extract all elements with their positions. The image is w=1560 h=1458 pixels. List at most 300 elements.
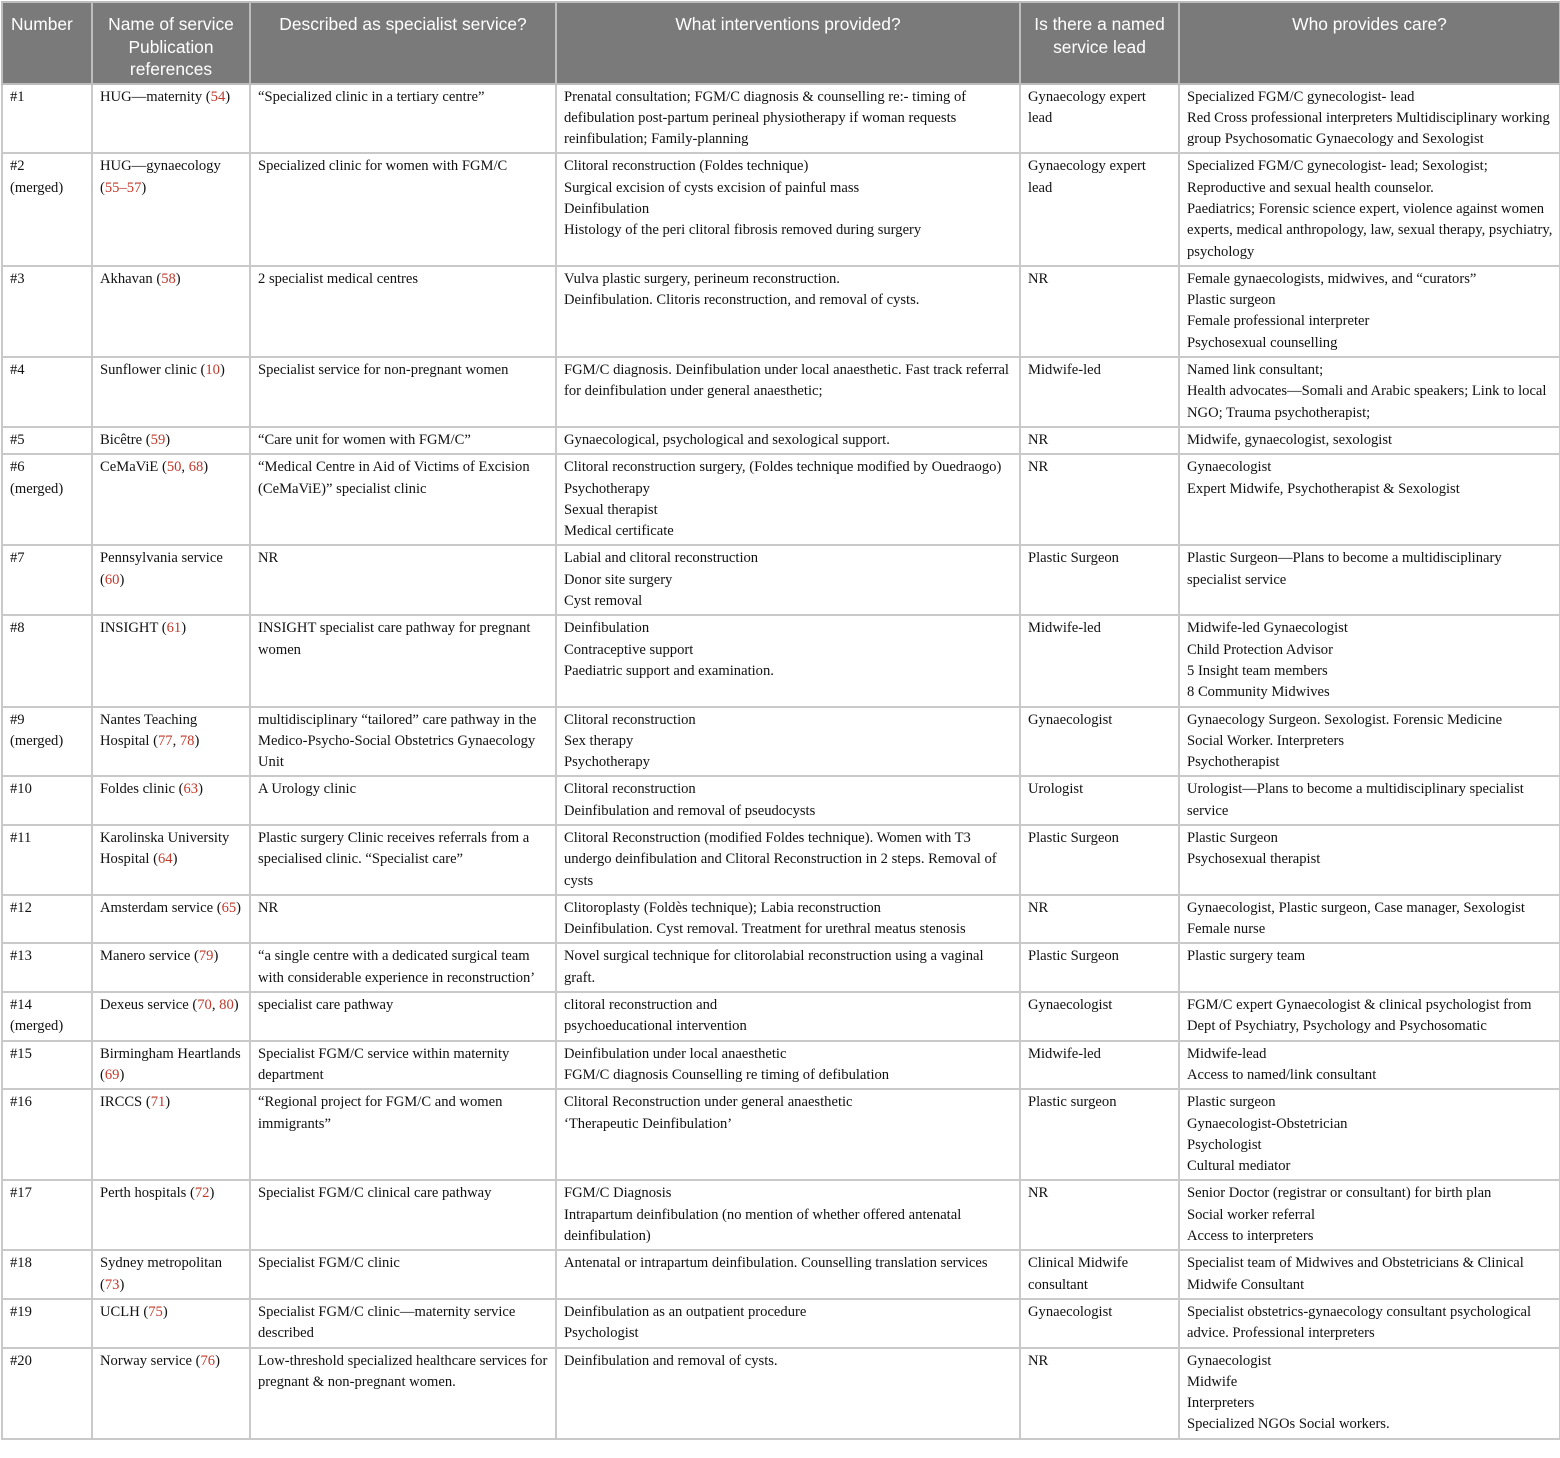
- cell-number: [2, 707, 92, 777]
- service-name-tail: ): [119, 571, 125, 588]
- cell-interventions: [556, 1250, 1020, 1299]
- cell-care-providers: [1179, 1299, 1560, 1348]
- cell-line: #17: [10, 1185, 32, 1202]
- cell-interventions: [556, 776, 1020, 825]
- service-name-tail: ): [209, 1185, 215, 1202]
- service-name-text: Sydney metropolitan (: [100, 1255, 223, 1293]
- cell-line: Clitoral reconstruction surgery, (Foldes technique modified by Ouedraogo): [564, 459, 1002, 476]
- cell-described: [250, 615, 556, 706]
- cell-line: Deinfibulation: [564, 200, 650, 217]
- cell-service-name: Dexeus service (70, 80): [92, 992, 250, 1041]
- cell-line: Specialized FGM/C gynecologist- lead; Sexologist; Reproductive and sexual health counselor.: [1187, 158, 1488, 196]
- cell-service-lead: [1020, 1180, 1179, 1250]
- cell-line: psychoeducational intervention: [564, 1018, 747, 1035]
- cell-line: Deinfibulation and removal of pseudocysts: [564, 802, 816, 819]
- table-row: [2, 357, 1560, 427]
- services-table: [1, 1, 1560, 1440]
- cell-service-name: [92, 615, 250, 706]
- cell-service-name: [92, 1299, 250, 1348]
- cell-line: #15: [10, 1045, 32, 1062]
- reference-link[interactable]: 69: [104, 1066, 120, 1083]
- cell-line: #9: [10, 711, 25, 728]
- cell-service-name: [92, 1089, 250, 1180]
- cell-line: Plastic surgeon: [1028, 1094, 1117, 1111]
- cell-care-providers: [1179, 615, 1560, 706]
- reference-link[interactable]: 10: [205, 362, 220, 379]
- cell-line: Gynaecology expert lead: [1028, 88, 1146, 126]
- service-name-tail: ): [233, 997, 239, 1014]
- cell-number: [2, 825, 92, 895]
- cell-care-providers: [1179, 545, 1560, 615]
- cell-line: #2: [10, 158, 25, 175]
- cell-line: Gynaecologist: [1028, 1303, 1113, 1320]
- cell-line: Plastic Surgeon: [1028, 948, 1119, 965]
- cell-number: [2, 943, 92, 992]
- cell-interventions: [556, 615, 1020, 706]
- header-service-lead: [1020, 2, 1179, 84]
- cell-service-lead: [1020, 454, 1179, 545]
- cell-line: Psychotherapist: [1187, 754, 1280, 771]
- cell-line: #19: [10, 1303, 32, 1320]
- cell-line: Intrapartum deinfibulation (no mention of whether offered antenatal deinfibulation): [564, 1206, 962, 1245]
- cell-service-lead: [1020, 1299, 1179, 1348]
- cell-line: Psychologist: [1187, 1136, 1262, 1153]
- cell-service-lead: [1020, 707, 1179, 777]
- cell-line: NR: [258, 899, 279, 916]
- cell-line: Plastic surgery Clinic receives referrals from a specialised clinic. “Specialist care”: [258, 830, 530, 868]
- service-name-tail: ): [181, 620, 187, 637]
- service-name-text: Foldes clinic (: [100, 781, 184, 798]
- service-name-tail: ): [172, 851, 178, 868]
- reference-link[interactable]: 50: [166, 459, 182, 476]
- cell-line: Deinfibulation: [564, 620, 650, 637]
- cell-line: Midwife-led: [1028, 362, 1101, 379]
- cell-care-providers: [1179, 1041, 1560, 1090]
- cell-line: Gynaecologist: [1187, 1352, 1272, 1369]
- cell-line: Expert Midwife, Psychotherapist & Sexologist: [1187, 480, 1460, 497]
- reference-link[interactable]: 71: [150, 1094, 166, 1111]
- cell-line: Female nurse: [1187, 921, 1266, 938]
- table-row: [2, 84, 1560, 154]
- cell-care-providers: [1179, 943, 1560, 992]
- reference-link[interactable]: 68: [188, 459, 204, 476]
- service-name-text: Birmingham Heartlands (: [100, 1045, 241, 1083]
- cell-line: Clinical Midwife consultant: [1028, 1255, 1129, 1293]
- cell-line: Surgical excision of cysts excision of painful mass: [564, 179, 860, 196]
- table-row: [2, 895, 1560, 944]
- cell-interventions: [556, 1299, 1020, 1348]
- cell-service-lead: [1020, 84, 1179, 154]
- reference-link[interactable]: 75: [148, 1303, 163, 1320]
- cell-line: Senior Doctor (registrar or consultant) for birth plan: [1187, 1185, 1492, 1202]
- header-interventions: [556, 2, 1020, 84]
- table-body: [2, 84, 1560, 1439]
- cell-line: Social worker referral: [1187, 1206, 1316, 1223]
- reference-link[interactable]: 72: [194, 1185, 210, 1202]
- reference-link[interactable]: 55–57: [104, 179, 142, 196]
- service-name-tail: ): [194, 732, 200, 749]
- table-row: [2, 1089, 1560, 1180]
- cell-care-providers: [1179, 454, 1560, 545]
- service-name-text: Manero service (: [100, 948, 199, 965]
- service-name-text: Dexeus service (: [100, 997, 198, 1014]
- cell-line: “a single centre with a dedicated surgical team with considerable experience in reconstruction’: [258, 948, 536, 986]
- service-name-tail: ): [225, 88, 231, 105]
- reference-link[interactable]: 65: [221, 899, 237, 916]
- cell-described: [250, 776, 556, 825]
- cell-line: Paediatric support and examination.: [564, 662, 774, 679]
- cell-line: NR: [258, 550, 279, 567]
- cell-service-lead: [1020, 825, 1179, 895]
- cell-number: [2, 1250, 92, 1299]
- cell-described: [250, 895, 556, 944]
- cell-described: [250, 825, 556, 895]
- header-text: Who provides care?: [1292, 14, 1447, 34]
- cell-line: Gynaecologist: [1187, 459, 1272, 476]
- cell-care-providers: [1179, 266, 1560, 357]
- reference-link[interactable]: 76: [200, 1352, 216, 1369]
- cell-interventions: [556, 1041, 1020, 1090]
- service-name-tail: ): [162, 1303, 168, 1320]
- service-name-tail: ): [213, 948, 219, 965]
- reference-link[interactable]: 80: [219, 997, 234, 1014]
- reference-link[interactable]: 73: [104, 1276, 120, 1293]
- cell-line: Plastic Surgeon: [1028, 550, 1119, 567]
- table-row: [2, 615, 1560, 706]
- cell-line: Psychologist: [564, 1325, 639, 1342]
- cell-service-name: [92, 1041, 250, 1090]
- cell-line: #3: [10, 270, 25, 287]
- cell-line: Midwife-lead: [1187, 1045, 1267, 1062]
- cell-line: “Medical Centre in Aid of Victims of Excision (CeMaViE)” specialist clinic: [258, 459, 530, 497]
- cell-line: Donor site surgery: [564, 571, 673, 588]
- cell-interventions: [556, 1180, 1020, 1250]
- cell-line: #8: [10, 620, 25, 637]
- cell-described: [250, 1348, 556, 1439]
- cell-number: [2, 1180, 92, 1250]
- cell-line: Red Cross professional interpreters Multidisciplinary working group Psychosomatic Gynaecology and Sexologist: [1187, 109, 1550, 148]
- cell-service-name: [92, 427, 250, 454]
- cell-number: [2, 895, 92, 944]
- cell-line: Midwife, gynaecologist, sexologist: [1187, 431, 1393, 448]
- cell-line: Access to interpreters: [1187, 1228, 1314, 1245]
- cell-line: Interpreters: [1187, 1395, 1255, 1412]
- cell-line: Vulva plastic surgery, perineum reconstruction.: [564, 270, 840, 287]
- cell-line: Specialist obstetrics-gynaecology consultant psychological advice. Professional interpreters: [1187, 1303, 1532, 1342]
- cell-line: Deinfibulation as an outpatient procedure: [564, 1303, 807, 1320]
- cell-line: multidisciplinary “tailored” care pathway in the Medico-Psycho-Social Obstetrics Gynaecology Unit: [258, 711, 537, 771]
- cell-line: NR: [1028, 270, 1049, 287]
- cell-care-providers: [1179, 1348, 1560, 1439]
- cell-number: [2, 776, 92, 825]
- cell-line: Midwife-led: [1028, 1045, 1101, 1062]
- cell-line: #1: [10, 88, 25, 105]
- header-text: Is there a named: [1034, 14, 1165, 34]
- header-text: What interventions provided?: [675, 14, 901, 34]
- service-name-text: UCLH (: [100, 1303, 149, 1320]
- reference-link[interactable]: 63: [183, 781, 199, 798]
- cell-service-name: [92, 776, 250, 825]
- cell-described: [250, 943, 556, 992]
- service-name-text: Pennsylvania service (: [100, 550, 223, 588]
- cell-service-name: [92, 1180, 250, 1250]
- cell-interventions: [556, 153, 1020, 265]
- cell-line: Gynaecologist-Obstetrician: [1187, 1115, 1348, 1132]
- cell-line: Deinfibulation. Cyst removal. Treatment for urethral meatus stenosis: [564, 921, 966, 938]
- cell-number: [2, 427, 92, 454]
- cell-line: Clitoral reconstruction (Foldes technique): [564, 158, 809, 175]
- cell-line: Child Protection Advisor: [1187, 641, 1333, 658]
- cell-line: #14: [10, 997, 32, 1014]
- cell-described: [250, 1089, 556, 1180]
- reference-link[interactable]: 60: [104, 571, 120, 588]
- table-row: [2, 1299, 1560, 1348]
- service-name-tail: ): [165, 1094, 171, 1111]
- cell-line: INSIGHT specialist care pathway for pregnant women: [258, 620, 531, 658]
- cell-line: Clitoral Reconstruction (modified Foldes technique). Women with T3 undergo deinfibulation and Clitoral Reconstruction in 2 steps. Removal of cysts: [564, 830, 997, 889]
- cell-line: #4: [10, 362, 25, 379]
- cell-interventions: [556, 895, 1020, 944]
- reference-link[interactable]: 79: [198, 948, 214, 965]
- cell-line: #10: [10, 781, 32, 798]
- cell-line: Female gynaecologists, midwives, and “curators”: [1187, 270, 1477, 287]
- header-described: [250, 2, 556, 84]
- cell-interventions: [556, 943, 1020, 992]
- cell-line: Health advocates—Somali and Arabic speakers; Link to local NGO; Trauma psychotherapist;: [1187, 383, 1547, 421]
- cell-service-name: Nantes Teaching Hospital (77, 78): [92, 707, 250, 777]
- cell-line: Sex therapy: [564, 732, 634, 749]
- cell-line: FGM/C diagnosis. Deinfibulation under local anaesthetic. Fast track referral for deinfibulation under general anaesthetic;: [564, 362, 1009, 400]
- cell-described: [250, 1299, 556, 1348]
- cell-care-providers: [1179, 992, 1560, 1041]
- cell-number: [2, 153, 92, 265]
- cell-line: Clitoral reconstruction: [564, 711, 696, 728]
- cell-line: Plastic surgeon: [1187, 292, 1276, 309]
- cell-line: #11: [10, 830, 32, 846]
- cell-interventions: [556, 427, 1020, 454]
- cell-service-lead: [1020, 427, 1179, 454]
- cell-described: [250, 153, 556, 265]
- cell-line: 2 specialist medical centres: [258, 270, 419, 287]
- service-name-text: HUG—maternity (: [100, 88, 211, 105]
- cell-line: Specialized NGOs Social workers.: [1187, 1416, 1390, 1433]
- service-name-text: HUG—gynaecology (: [100, 158, 221, 196]
- table-row: [2, 1180, 1560, 1250]
- table-row: [2, 825, 1560, 895]
- cell-line: “Specialized clinic in a tertiary centre”: [258, 88, 485, 105]
- cell-line: Specialist FGM/C service within maternity department: [258, 1045, 510, 1083]
- cell-line: Clitoral Reconstruction under general anaesthetic: [564, 1094, 853, 1111]
- cell-interventions: [556, 825, 1020, 895]
- cell-interventions: [556, 1348, 1020, 1439]
- table-row: [2, 776, 1560, 825]
- cell-described: [250, 545, 556, 615]
- cell-service-lead: [1020, 1348, 1179, 1439]
- cell-care-providers: [1179, 825, 1560, 895]
- service-name-text: Amsterdam service (: [100, 899, 222, 916]
- cell-line: specialist care pathway: [258, 997, 394, 1014]
- table-row: [2, 454, 1560, 545]
- header-service-name: [92, 2, 250, 84]
- cell-line: ‘Therapeutic Deinfibulation’: [564, 1115, 733, 1132]
- cell-line: #18: [10, 1255, 32, 1272]
- cell-line: Urologist: [1028, 781, 1084, 798]
- cell-line: FGM/C expert Gynaecologist & clinical psychologist from Dept of Psychiatry, Psychology and Psychosomatic: [1187, 997, 1532, 1035]
- cell-service-name: [92, 895, 250, 944]
- header-care-providers: [1179, 2, 1560, 84]
- service-name-text: Bicêtre (: [100, 431, 151, 448]
- cell-line: Cultural mediator: [1187, 1158, 1291, 1175]
- cell-interventions: [556, 454, 1020, 545]
- reference-link[interactable]: 59: [150, 431, 166, 448]
- cell-interventions: [556, 357, 1020, 427]
- cell-number: [2, 266, 92, 357]
- reference-link[interactable]: 77: [157, 732, 173, 749]
- cell-line: Plastic Surgeon: [1028, 830, 1119, 846]
- service-name-text: Sunflower clinic (: [100, 362, 206, 379]
- reference-link[interactable]: 54: [210, 88, 226, 105]
- cell-line: A Urology clinic: [258, 781, 357, 798]
- cell-line: Cyst removal: [564, 593, 643, 610]
- service-name-text: INSIGHT (: [100, 620, 167, 637]
- service-name-text: Perth hospitals (: [100, 1185, 195, 1202]
- cell-number: [2, 454, 92, 545]
- cell-line: Midwife-led: [1028, 620, 1101, 637]
- cell-line: Plastic surgeon: [1187, 1094, 1276, 1111]
- cell-line: NR: [1028, 899, 1049, 916]
- cell-service-lead: [1020, 615, 1179, 706]
- cell-line: #13: [10, 948, 32, 965]
- cell-line: Prenatal consultation; FGM/C diagnosis & counselling re:- timing of defibulation post-partum perineal physiotherapy if woman requests reinfibulation; Family-planning: [564, 88, 967, 148]
- cell-interventions: [556, 1089, 1020, 1180]
- cell-number: [2, 545, 92, 615]
- cell-service-name: [92, 943, 250, 992]
- table-row: [2, 266, 1560, 357]
- service-name-tail: ): [119, 1066, 125, 1083]
- cell-interventions: [556, 266, 1020, 357]
- reference-link[interactable]: 78: [179, 732, 195, 749]
- cell-line: Deinfibulation. Clitoris reconstruction, and removal of cysts.: [564, 292, 920, 309]
- cell-described: [250, 992, 556, 1041]
- cell-line: Plastic Surgeon—Plans to become a multidisciplinary specialist service: [1187, 550, 1502, 588]
- cell-care-providers: [1179, 895, 1560, 944]
- cell-line: #16: [10, 1094, 32, 1111]
- service-name-tail: ): [198, 781, 203, 798]
- cell-number: [2, 1041, 92, 1090]
- cell-line: #12: [10, 899, 32, 916]
- service-name-text: Norway service (: [100, 1352, 201, 1369]
- table-row: [2, 707, 1560, 777]
- header-row: [2, 2, 1560, 84]
- service-name-tail: ): [175, 270, 181, 287]
- cell-line: (merged): [10, 1018, 64, 1035]
- cell-line: Psychosexual counselling: [1187, 334, 1338, 351]
- service-name-tail: ): [119, 1276, 125, 1293]
- cell-care-providers: [1179, 357, 1560, 427]
- cell-line: Named link consultant;: [1187, 362, 1324, 379]
- table-header: [2, 2, 1560, 84]
- cell-line: Urologist—Plans to become a multidisciplinary specialist service: [1187, 781, 1524, 819]
- service-name-tail: ): [215, 1352, 220, 1369]
- header-text: Publication: [128, 36, 214, 57]
- cell-service-lead: [1020, 545, 1179, 615]
- header-text: Number: [11, 14, 73, 34]
- cell-line: Specialist service for non-pregnant women: [258, 362, 509, 379]
- cell-service-lead: [1020, 357, 1179, 427]
- cell-line: Gynaecology expert lead: [1028, 158, 1146, 196]
- cell-care-providers: [1179, 1250, 1560, 1299]
- cell-service-name: [92, 84, 250, 154]
- service-name-text: Karolinska University Hospital (: [100, 830, 230, 868]
- cell-service-lead: [1020, 1250, 1179, 1299]
- table-row: [2, 545, 1560, 615]
- cell-care-providers: [1179, 1180, 1560, 1250]
- cell-line: NR: [1028, 459, 1049, 476]
- cell-service-lead: [1020, 895, 1179, 944]
- service-name-text: IRCCS (: [100, 1094, 151, 1111]
- cell-line: Specialist FGM/C clinical care pathway: [258, 1185, 492, 1202]
- cell-line: Psychotherapy: [564, 754, 650, 771]
- cell-service-lead: [1020, 992, 1179, 1041]
- cell-line: Midwife-led Gynaecologist: [1187, 620, 1348, 637]
- cell-line: Histology of the peri clitoral fibrosis removed during surgery: [564, 222, 922, 239]
- table-row: [2, 943, 1560, 992]
- cell-line: Clitoral reconstruction: [564, 781, 696, 798]
- cell-line: 5 Insight team members: [1187, 662, 1328, 679]
- cell-line: Specialist FGM/C clinic—maternity service described: [258, 1303, 516, 1342]
- cell-line: Specialized FGM/C gynecologist- lead: [1187, 88, 1415, 105]
- cell-service-name: [92, 545, 250, 615]
- cell-line: Psychosexual therapist: [1187, 851, 1321, 868]
- service-name-tail: ): [236, 899, 242, 916]
- cell-line: Gynaecologist, Plastic surgeon, Case manager, Sexologist: [1187, 899, 1525, 916]
- cell-interventions: [556, 992, 1020, 1041]
- header-text: Described as specialist service?: [279, 14, 527, 34]
- header-text: references: [129, 59, 213, 79]
- cell-line: Specialist team of Midwives and Obstetricians & Clinical Midwife Consultant: [1187, 1255, 1524, 1293]
- cell-described: [250, 1041, 556, 1090]
- cell-number: [2, 357, 92, 427]
- cell-line: NR: [1028, 1352, 1049, 1369]
- cell-described: [250, 427, 556, 454]
- table-row: [2, 1041, 1560, 1090]
- cell-service-lead: [1020, 266, 1179, 357]
- cell-care-providers: [1179, 707, 1560, 777]
- table-row: [2, 1348, 1560, 1439]
- reference-link[interactable]: 70: [197, 997, 212, 1014]
- cell-interventions: [556, 545, 1020, 615]
- cell-service-name: [92, 1348, 250, 1439]
- reference-link[interactable]: 58: [161, 270, 176, 287]
- cell-line: Plastic Surgeon: [1187, 830, 1278, 846]
- cell-line: Midwife: [1187, 1373, 1238, 1390]
- service-name-text: Akhavan (: [100, 270, 162, 287]
- reference-link[interactable]: 64: [157, 851, 173, 868]
- cell-service-lead: [1020, 776, 1179, 825]
- cell-service-name: [92, 825, 250, 895]
- cell-line: Access to named/link consultant: [1187, 1066, 1377, 1083]
- cell-care-providers: [1179, 1089, 1560, 1180]
- cell-described: [250, 357, 556, 427]
- cell-line: Low-threshold specialized healthcare services for pregnant & non-pregnant women.: [258, 1352, 548, 1390]
- cell-line: Labial and clitoral reconstruction: [564, 550, 759, 567]
- service-name-tail: ): [219, 362, 225, 379]
- cell-described: [250, 1180, 556, 1250]
- cell-line: #7: [10, 550, 25, 567]
- cell-line: Novel surgical technique for clitorolabial reconstruction using a vaginal graft.: [564, 948, 984, 986]
- cell-line: Medical certificate: [564, 523, 674, 540]
- reference-link[interactable]: 61: [166, 620, 182, 637]
